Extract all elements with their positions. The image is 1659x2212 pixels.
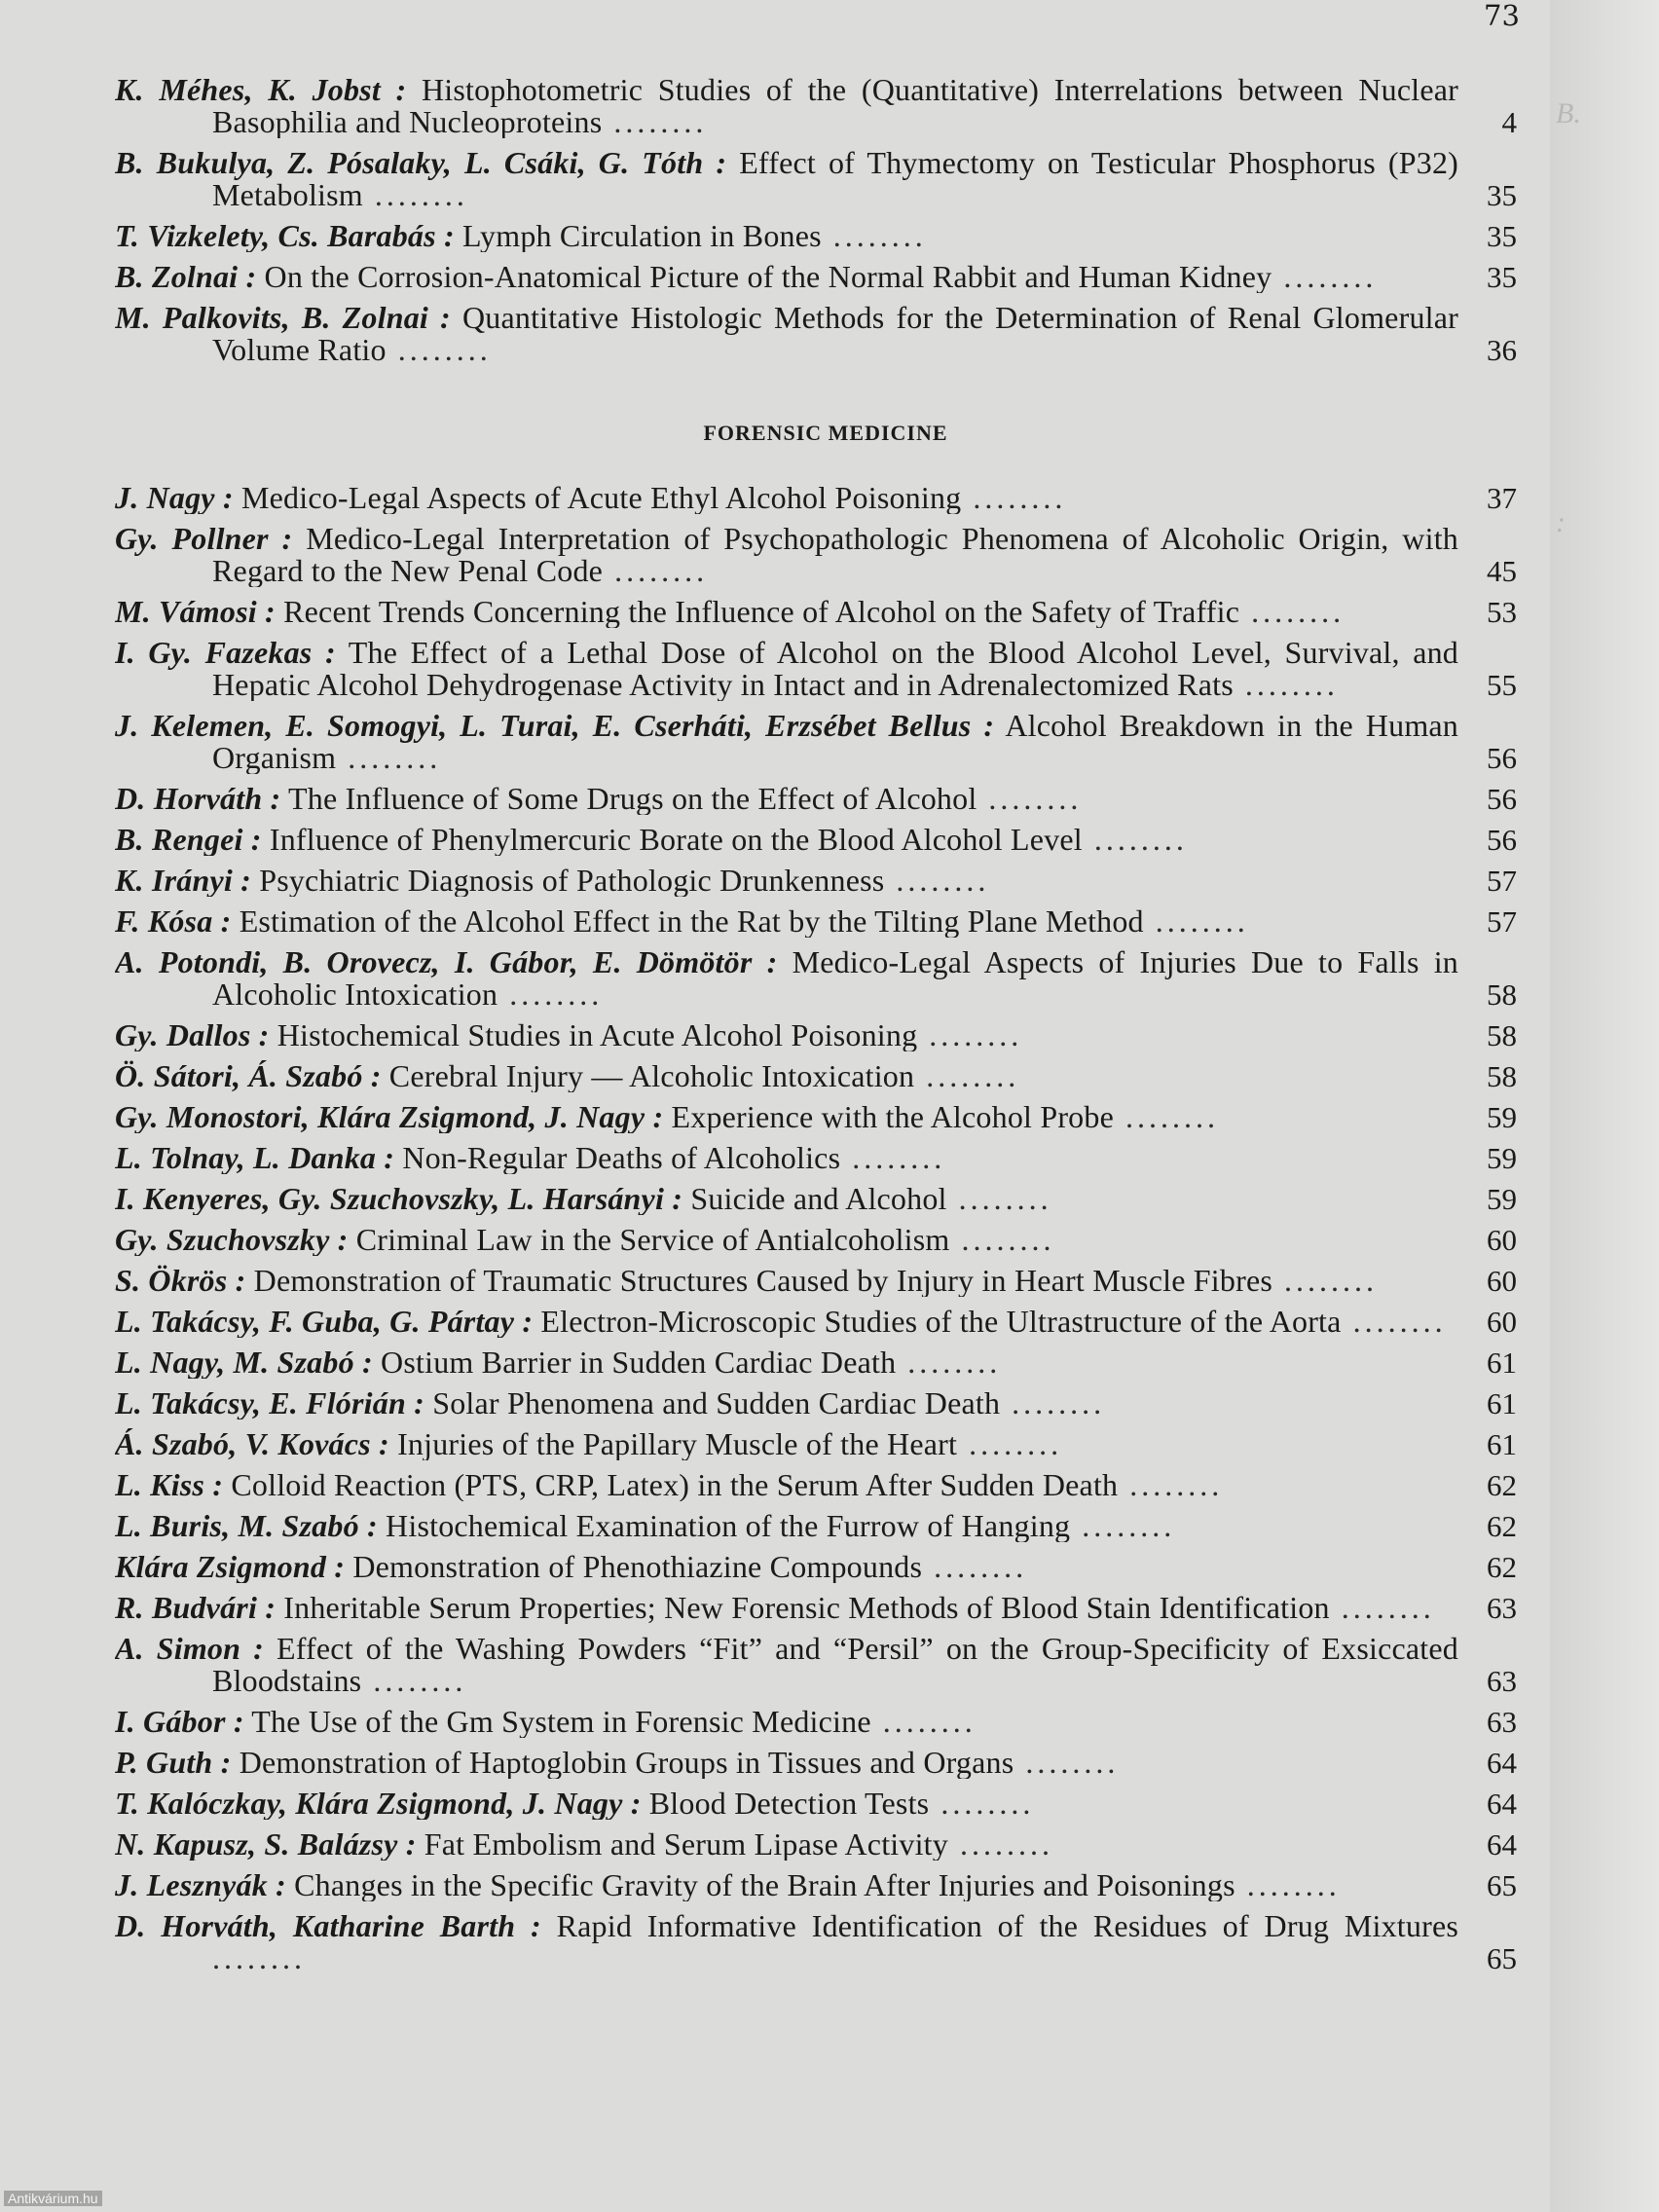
toc-entry-authors: I. Gábor :: [115, 1706, 244, 1738]
dot-leader: ........: [884, 865, 990, 897]
dot-leader: ........: [1235, 1869, 1341, 1901]
toc-entry-page-number: 57: [1487, 864, 1517, 898]
toc-entry: [115, 1183, 1517, 1215]
toc-entry-title: The Effect of a Lethal Dose of Alcohol on the Blood Alcohol Level, Survival, and Hepatic Alcohol Dehydrogenase Activity in Intact and in Adrenalectomized Rats: [212, 637, 1458, 701]
toc-entry: [115, 1346, 1517, 1379]
toc-entry-page-number: 64: [1487, 1787, 1517, 1821]
entry-list-pathology: [115, 74, 1517, 366]
toc-entry-page-number: 59: [1487, 1182, 1517, 1216]
toc-entry: [115, 1387, 1517, 1419]
dot-leader: ........: [1341, 1306, 1447, 1338]
toc-entry-title: Demonstration of Traumatic Structures Caused by Injury in Heart Muscle Fibres: [253, 1265, 1273, 1297]
toc-entry-authors: L. Takácsy, E. Flórián :: [115, 1387, 425, 1419]
toc-entry-text: [115, 1019, 1458, 1051]
toc-entry: [115, 1633, 1517, 1697]
toc-entry-title: Medico-Legal Aspects of Acute Ethyl Alcohol Poisoning: [240, 482, 962, 514]
toc-entry-authors: N. Kapusz, S. Balázsy :: [115, 1828, 417, 1861]
toc-entry-text: [115, 1387, 1458, 1419]
toc-entry-title: Rapid Informative Identification of the Residues of Drug Mixtures: [556, 1910, 1458, 1943]
toc-entry-title: Lymph Circulation in Bones: [462, 220, 822, 252]
toc-entry-page-number: 64: [1487, 1746, 1517, 1780]
toc-entry-text: [115, 637, 1458, 701]
toc-entry-authors: L. Kiss :: [115, 1469, 224, 1501]
toc-entry: [115, 1142, 1517, 1174]
dot-leader: ........: [1272, 261, 1378, 293]
toc-entry-authors: A. Potondi, B. Orovecz, I. Gábor, E. Dömötör :: [115, 946, 778, 979]
toc-entry-text: [115, 1101, 1458, 1133]
dot-leader: ........: [1118, 1469, 1224, 1501]
toc-entry-page-number: 58: [1487, 977, 1517, 1012]
toc-entry-page-number: 60: [1487, 1223, 1517, 1257]
toc-entry-title: Histochemical Examination of the Furrow of Hanging: [386, 1510, 1071, 1542]
toc-entry-page-number: 65: [1487, 1868, 1517, 1902]
section-heading-forensic-medicine: FORENSIC MEDICINE: [703, 421, 948, 445]
toc-entry-authors: L. Buris, M. Szabó :: [115, 1510, 378, 1542]
dot-leader: ........: [957, 1428, 1063, 1460]
toc-entry-text: [115, 220, 1458, 252]
dot-leader: ........: [840, 1142, 946, 1174]
toc-entry-title: Solar Phenomena and Sudden Cardiac Death: [432, 1387, 1001, 1419]
toc-entry-page-number: 63: [1487, 1591, 1517, 1625]
toc-entry-text: [115, 1633, 1458, 1697]
toc-entry-text: [115, 1224, 1458, 1256]
toc-entry-title: Effect of Thymectomy on Testicular Phosphorus (P32) Metabolism: [212, 147, 1458, 211]
toc-entry-authors: Klára Zsigmond :: [115, 1551, 346, 1583]
toc-entry-text: [115, 1306, 1458, 1338]
toc-entry-authors: D. Horváth :: [115, 783, 281, 815]
toc-entry-authors: M. Vámosi :: [115, 596, 276, 628]
toc-entry: [115, 905, 1517, 938]
toc-entry: [115, 710, 1517, 774]
toc-entry: [115, 1101, 1517, 1133]
toc-entry-title: Effect of the Washing Powders “Fit” and “Persil” on the Group-Specificity of Exsiccated Bloodstains: [212, 1633, 1458, 1697]
toc-entry-authors: J. Kelemen, E. Somogyi, L. Turai, E. Cserháti, Erzsébet Bellus :: [115, 710, 995, 743]
toc-entry: [115, 482, 1517, 514]
dot-leader: ........: [961, 482, 1067, 514]
toc-entry-authors: B. Bukulya, Z. Pósalaky, L. Csáki, G. Tóth :: [115, 147, 727, 180]
bleed-through-text: :: [1556, 506, 1566, 538]
toc-entry: [115, 523, 1517, 587]
toc-entry-title: Histochemical Studies in Acute Alcohol Poisoning: [276, 1019, 918, 1051]
toc-entry-text: [115, 1869, 1458, 1901]
toc-entry-title: Inheritable Serum Properties; New Forensic Methods of Blood Stain Identification: [283, 1592, 1330, 1624]
toc-entry-text: [115, 74, 1458, 138]
toc-entry-page-number: 61: [1487, 1427, 1517, 1461]
toc-entry-page-number: 4: [1501, 105, 1517, 139]
toc-entry: [115, 220, 1517, 252]
toc-entry-title: Fat Embolism and Serum Lipase Activity: [424, 1828, 948, 1861]
toc-entry-page-number: 55: [1487, 668, 1517, 702]
toc-entry-text: [115, 946, 1458, 1011]
toc-entry: [115, 824, 1517, 856]
dot-leader: ........: [914, 1060, 1020, 1092]
toc-entry-authors: Gy. Pollner :: [115, 523, 293, 556]
toc-entry-authors: Gy. Szuchovszky :: [115, 1224, 349, 1256]
toc-entry-title: Recent Trends Concerning the Influence of Alcohol on the Safety of Traffic: [283, 596, 1240, 628]
toc-entry-authors: T. Kalóczkay, Klára Zsigmond, J. Nagy :: [115, 1788, 642, 1820]
toc-entry-authors: K. Méhes, K. Jobst :: [115, 74, 407, 107]
toc-entry-title: Criminal Law in the Service of Antialcoholism: [355, 1224, 950, 1256]
toc-entry-title: Electron-Microscopic Studies of the Ultrastructure of the Aorta: [540, 1306, 1342, 1338]
toc-entry: [115, 261, 1517, 293]
dot-leader: ........: [212, 1940, 306, 1974]
dot-leader: ........: [917, 1019, 1023, 1051]
dot-leader: ........: [1082, 824, 1188, 856]
entry-list-forensic-medicine: [115, 482, 1517, 1974]
toc-entry-text: [115, 302, 1458, 366]
toc-entry-authors: B. Rengei :: [115, 824, 262, 856]
toc-entry-text: [115, 1183, 1458, 1215]
toc-entry-text: [115, 523, 1458, 587]
toc-entry-text: [115, 147, 1458, 211]
toc-entry: [115, 1306, 1517, 1338]
toc-entry-page-number: 35: [1487, 260, 1517, 294]
toc-entry-page-number: 56: [1487, 741, 1517, 775]
toc-entry-page-number: 57: [1487, 904, 1517, 939]
dot-leader: ........: [946, 1183, 1052, 1215]
toc-entry-page-number: 61: [1487, 1386, 1517, 1420]
toc-entry-title: Histophotometric Studies of the (Quantitative) Interrelations between Nuclear Basophilia and Nucleoproteins: [212, 74, 1458, 138]
toc-entry-text: [115, 1469, 1458, 1501]
toc-entry-title: Non-Regular Deaths of Alcoholics: [402, 1142, 841, 1174]
watermark: Antikvárium.hu: [4, 2191, 102, 2206]
toc-entry: [115, 74, 1517, 138]
dot-leader: ........: [1143, 905, 1249, 938]
toc-entry-text: [115, 596, 1458, 628]
toc-entry-title: Quantitative Histologic Methods for the Determination of Renal Glomerular Volume Ratio: [212, 302, 1458, 366]
toc-entry-title: Suicide and Alcohol: [690, 1183, 947, 1215]
toc-entry: [115, 302, 1517, 366]
toc-entry-authors: L. Nagy, M. Szabó :: [115, 1346, 373, 1379]
toc-entry: [115, 1706, 1517, 1738]
toc-entry-page-number: 36: [1487, 333, 1517, 367]
dot-leader: ........: [821, 220, 927, 252]
toc-entry-text: [115, 1910, 1458, 1974]
toc-entry-authors: S. Ökrös :: [115, 1265, 246, 1297]
toc-entry-page-number: 62: [1487, 1550, 1517, 1584]
toc-entry-authors: J. Nagy :: [115, 482, 234, 514]
toc-entry: [115, 1510, 1517, 1542]
toc-entry-text: [115, 1747, 1458, 1779]
toc-entry-page-number: 37: [1487, 481, 1517, 515]
toc-entry: [115, 596, 1517, 628]
toc-entry-title: On the Corrosion-Anatomical Picture of the Normal Rabbit and Human Kidney: [264, 261, 1272, 293]
toc-entry-page-number: 59: [1487, 1100, 1517, 1134]
toc-entry-page-number: 63: [1487, 1705, 1517, 1739]
toc-entry-text: [115, 1428, 1458, 1460]
toc-entry-page-number: 62: [1487, 1509, 1517, 1543]
dot-leader: ........: [1233, 667, 1339, 701]
dot-leader: ........: [949, 1224, 1055, 1256]
dot-leader: ........: [361, 1663, 467, 1697]
toc-entry-text: [115, 1346, 1458, 1379]
dot-leader: ........: [977, 783, 1083, 815]
toc-entry: [115, 1828, 1517, 1861]
toc-entry-title: Psychiatric Diagnosis of Pathologic Drunkenness: [259, 865, 885, 897]
toc-entry-title: Injuries of the Papillary Muscle of the Heart: [397, 1428, 958, 1460]
toc-entry: [115, 1428, 1517, 1460]
toc-entry-authors: Gy. Monostori, Klára Zsigmond, J. Nagy :: [115, 1101, 664, 1133]
dot-leader: ........: [929, 1788, 1035, 1820]
toc-entry-title: Ostium Barrier in Sudden Cardiac Death: [381, 1346, 897, 1379]
toc-entry-authors: Gy. Dallos :: [115, 1019, 270, 1051]
dot-leader: ........: [1239, 596, 1346, 628]
toc-entry: [115, 1060, 1517, 1092]
toc-entry-title: Medico-Legal Aspects of Injuries Due to Falls in Alcoholic Intoxication: [212, 946, 1458, 1011]
bleed-through-text: B.: [1556, 97, 1581, 129]
toc-entry: [115, 1869, 1517, 1901]
page-gutter: [1550, 0, 1659, 2212]
toc-entry: [115, 1265, 1517, 1297]
toc-entry-authors: J. Lesznyák :: [115, 1869, 286, 1901]
toc-entry: [115, 1910, 1517, 1974]
dot-leader: ........: [922, 1551, 1028, 1583]
toc-entry-text: [115, 1142, 1458, 1174]
toc-entry-page-number: 60: [1487, 1264, 1517, 1298]
toc-entry-title: Medico-Legal Interpretation of Psychopathologic Phenomena of Alcoholic Origin, with Regard to the New Penal Code: [212, 523, 1458, 587]
toc-entry-text: [115, 1060, 1458, 1092]
toc-entry-text: [115, 1592, 1458, 1624]
toc-entry-page-number: 60: [1487, 1305, 1517, 1339]
toc-entry-text: [115, 865, 1458, 897]
dot-leader: ........: [1272, 1265, 1379, 1297]
toc-entry-authors: Á. Szabó, V. Kovács :: [115, 1428, 389, 1460]
toc-entry-authors: D. Horváth, Katharine Barth :: [115, 1910, 541, 1943]
toc-entry-text: [115, 1828, 1458, 1861]
toc-entry-page-number: 58: [1487, 1059, 1517, 1093]
toc-entry-title: Experience with the Alcohol Probe: [671, 1101, 1114, 1133]
toc-entry-page-number: 58: [1487, 1018, 1517, 1052]
toc-entry-title: Estimation of the Alcohol Effect in the Rat by the Tilting Plane Method: [239, 905, 1144, 938]
dot-leader: ........: [603, 553, 709, 587]
toc-entry-title: Demonstration of Haptoglobin Groups in Tissues and Organs: [239, 1747, 1014, 1779]
toc-entry-page-number: 64: [1487, 1827, 1517, 1862]
toc-entry-text: [115, 824, 1458, 856]
toc-entry: [115, 1592, 1517, 1624]
toc-entry-text: [115, 482, 1458, 514]
dot-leader: ........: [947, 1828, 1053, 1861]
dot-leader: ........: [602, 104, 708, 138]
toc-entry-page-number: 63: [1487, 1664, 1517, 1698]
toc-entry-page-number: 62: [1487, 1468, 1517, 1502]
dot-leader: ........: [896, 1346, 1002, 1379]
dot-leader: ........: [336, 740, 442, 774]
toc-entry-authors: I. Gy. Fazekas :: [115, 637, 336, 670]
toc-entry-text: [115, 261, 1458, 293]
toc-entry-text: [115, 783, 1458, 815]
toc-entry-authors: Ö. Sátori, Á. Szabó :: [115, 1060, 382, 1092]
toc-entry-text: [115, 1788, 1458, 1820]
toc-entry: [115, 1019, 1517, 1051]
toc-entry-page-number: 56: [1487, 823, 1517, 857]
dot-leader: ........: [498, 977, 604, 1011]
toc-entry-authors: F. Kósa :: [115, 905, 232, 938]
toc-entry-authors: P. Guth :: [115, 1747, 232, 1779]
toc-entry: [115, 783, 1517, 815]
toc-entry-authors: A. Simon :: [115, 1633, 264, 1666]
page-number: 73: [1484, 0, 1520, 32]
toc-entry-authors: L. Tolnay, L. Danka :: [115, 1142, 395, 1174]
toc-entry-authors: K. Irányi :: [115, 865, 251, 897]
toc-entry: [115, 147, 1517, 211]
toc-entry-title: The Influence of Some Drugs on the Effect of Alcohol: [288, 783, 977, 815]
toc-entry-title: Influence of Phenylmercuric Borate on the Blood Alcohol Level: [269, 824, 1083, 856]
toc-entry: [115, 1788, 1517, 1820]
dot-leader: ........: [1000, 1387, 1106, 1419]
toc-entry-page-number: 45: [1487, 554, 1517, 588]
toc-entry-title: Demonstration of Phenothiazine Compounds: [352, 1551, 923, 1583]
toc-entry-title: Colloid Reaction (PTS, CRP, Latex) in the Serum After Sudden Death: [231, 1469, 1119, 1501]
toc-entry-authors: B. Zolnai :: [115, 261, 257, 293]
toc-entry-page-number: 53: [1487, 595, 1517, 629]
toc-entry-authors: R. Budvári :: [115, 1592, 276, 1624]
toc-entry: [115, 865, 1517, 897]
dot-leader: ........: [1329, 1592, 1435, 1624]
toc-entry: [115, 1551, 1517, 1583]
toc-entry-authors: M. Palkovits, B. Zolnai :: [115, 302, 451, 335]
toc-entry-authors: T. Vizkelety, Cs. Barabás :: [115, 220, 455, 252]
dot-leader: ........: [1070, 1510, 1176, 1542]
toc-entry-title: Blood Detection Tests: [648, 1788, 930, 1820]
table-of-contents: [115, 74, 1517, 1983]
toc-entry-text: [115, 905, 1458, 938]
toc-entry-text: [115, 1510, 1458, 1542]
toc-entry-text: [115, 1265, 1458, 1297]
toc-entry-page-number: 35: [1487, 219, 1517, 253]
dot-leader: ........: [386, 332, 492, 366]
toc-entry-page-number: 35: [1487, 178, 1517, 212]
dot-leader: ........: [1113, 1101, 1219, 1133]
toc-entry-page-number: 56: [1487, 782, 1517, 816]
toc-entry-page-number: 65: [1487, 1941, 1517, 1975]
toc-entry-authors: I. Kenyeres, Gy. Szuchovszky, L. Harsányi :: [115, 1183, 683, 1215]
toc-entry: [115, 1469, 1517, 1501]
toc-entry-text: [115, 710, 1458, 774]
toc-entry-text: [115, 1551, 1458, 1583]
toc-entry-page-number: 59: [1487, 1141, 1517, 1175]
toc-entry-authors: L. Takácsy, F. Guba, G. Pártay :: [115, 1306, 534, 1338]
toc-entry: [115, 946, 1517, 1011]
toc-entry: [115, 1224, 1517, 1256]
toc-entry-title: Cerebral Injury — Alcoholic Intoxication: [388, 1060, 915, 1092]
toc-entry-title: Alcohol Breakdown in the Human Organism: [212, 710, 1458, 774]
dot-leader: ........: [870, 1706, 977, 1738]
dot-leader: ........: [362, 177, 468, 211]
toc-entry: [115, 637, 1517, 701]
toc-entry-text: [115, 1706, 1458, 1738]
toc-entry-page-number: 61: [1487, 1346, 1517, 1380]
toc-entry-title: Changes in the Specific Gravity of the Brain After Injuries and Poisonings: [294, 1869, 1235, 1901]
toc-entry: [115, 1747, 1517, 1779]
toc-entry-title: The Use of the Gm System in Forensic Medicine: [251, 1706, 871, 1738]
dot-leader: ........: [1014, 1747, 1120, 1779]
